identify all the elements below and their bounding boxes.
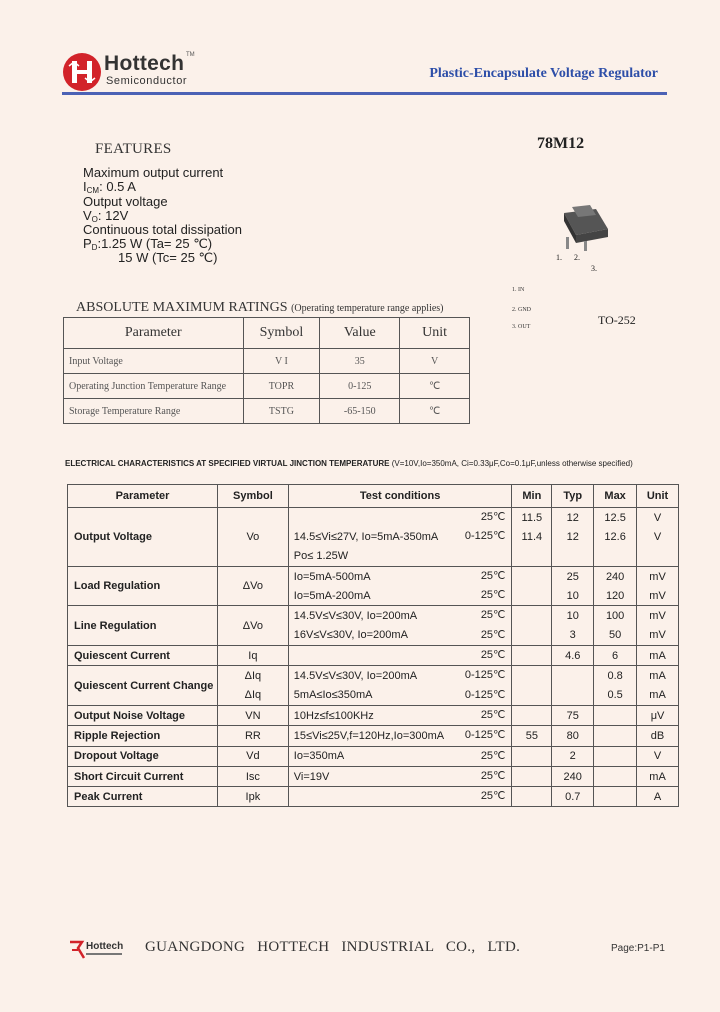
feature-line: 15 W (Tc= 25 ℃) [118, 250, 218, 265]
min-cell: 11.4 [512, 527, 552, 546]
unit-cell [637, 547, 679, 567]
temperature-text: 0-125℃ [464, 688, 506, 701]
min-cell [512, 705, 552, 725]
typ-cell: 4.6 [552, 646, 594, 666]
max-cell [594, 766, 637, 786]
column-header: Parameter [68, 485, 218, 508]
feature-line: Output voltage [83, 194, 168, 209]
param-cell: Load Regulation [68, 566, 218, 606]
trademark: TM [186, 52, 195, 58]
unit-cell: mV [637, 626, 679, 646]
param-cell: Ripple Rejection [68, 726, 218, 746]
unit-cell: mA [637, 646, 679, 666]
typ-cell: 80 [552, 726, 594, 746]
column-header: Test conditions [288, 485, 512, 508]
table-row [68, 766, 679, 786]
cell: V I [243, 349, 320, 374]
unit-cell: V [637, 746, 679, 766]
temperature-text: 0-125℃ [464, 729, 506, 742]
table-row [64, 374, 470, 399]
condition-text: Vi=19V [293, 770, 330, 783]
part-number: 78M12 [537, 135, 585, 152]
condition-text: 14.5≤Vi≤27V, Io=5mA-350mA [293, 530, 439, 543]
table-row [68, 606, 679, 626]
table-row [68, 566, 679, 586]
min-cell [512, 586, 552, 606]
min-cell: 55 [512, 726, 552, 746]
pin-label: 1. IN [512, 287, 525, 293]
footer-logo [68, 938, 128, 962]
typ-cell: 240 [552, 766, 594, 786]
pin-label: 2. GND [512, 307, 531, 313]
condition-cell [288, 626, 512, 646]
temperature-text: 25℃ [480, 790, 506, 803]
hottech-logo [62, 52, 102, 92]
table-row [64, 349, 470, 374]
temperature-text: 0-125℃ [464, 669, 506, 682]
temperature-text: 25℃ [480, 749, 506, 762]
table-row [64, 399, 470, 424]
condition-text: Po≤ 1.25W [293, 550, 349, 563]
param-cell: Dropout Voltage [68, 746, 218, 766]
param-cell: Short Circuit Current [68, 766, 218, 786]
column-header: Min [512, 485, 552, 508]
document-title: Plastic-Encapsulate Voltage Regulator [429, 66, 658, 81]
cell: 35 [320, 349, 400, 374]
abs-max-table [63, 317, 470, 424]
temperature-text: 0-125℃ [464, 530, 506, 543]
abs-max-heading: ABSOLUTE MAXIMUM RATINGS [76, 300, 288, 315]
unit-cell: mV [637, 586, 679, 606]
vo-subscript: O [91, 215, 98, 224]
condition-text: 16V≤V≤30V, Io=200mA [293, 629, 408, 642]
cell: ℃ [400, 374, 470, 399]
electrical-title [65, 459, 633, 468]
icm-subscript: CM [86, 186, 100, 195]
param-cell: Quiescent Current Change [68, 666, 218, 706]
sym-cell: Isc [217, 766, 288, 786]
table-row [68, 646, 679, 666]
feature-line: Maximum output current [83, 165, 224, 180]
table-row [68, 666, 679, 686]
param-cell: Quiescent Current [68, 646, 218, 666]
cell: V [400, 349, 470, 374]
temperature-text: 25℃ [480, 628, 506, 641]
min-cell [512, 606, 552, 626]
max-cell [594, 547, 637, 567]
typ-cell [552, 547, 594, 567]
package-name: TO-252 [598, 313, 636, 327]
cell: Input Voltage [64, 349, 244, 374]
typ-cell: 75 [552, 705, 594, 725]
table-row [68, 726, 679, 746]
electrical-heading: ELECTRICAL CHARACTERISTICS AT SPECIFIED VIRTUAL JINCTION TEMPERATURE [65, 459, 390, 468]
param-cell: Output Voltage [68, 508, 218, 567]
condition-text: Io=350mA [293, 750, 345, 763]
sym-cell: RR [217, 726, 288, 746]
typ-cell: 10 [552, 586, 594, 606]
max-cell: 0.8 [594, 666, 637, 686]
sym-cell: Vo [217, 508, 288, 567]
condition-text: 14.5V≤V≤30V, Io=200mA [293, 670, 418, 683]
temperature-text: 25℃ [480, 708, 506, 721]
max-cell [594, 746, 637, 766]
max-cell: 6 [594, 646, 637, 666]
condition-cell [288, 766, 512, 786]
cell: ℃ [400, 399, 470, 424]
to252-package-image [552, 205, 612, 275]
param-cell: Peak Current [68, 787, 218, 807]
max-cell: 120 [594, 586, 637, 606]
max-cell: 50 [594, 626, 637, 646]
electrical-table [67, 484, 679, 807]
min-cell [512, 666, 552, 686]
table-row [68, 787, 679, 807]
condition-cell [288, 508, 512, 528]
param-cell: Line Regulation [68, 606, 218, 646]
unit-cell: dB [637, 726, 679, 746]
sym-cell: ΔVo [217, 566, 288, 606]
temperature-text: 25℃ [480, 769, 506, 782]
min-cell: 11.5 [512, 508, 552, 528]
condition-cell [288, 586, 512, 606]
pin-number: 1. [556, 253, 562, 262]
unit-cell: V [637, 508, 679, 528]
typ-cell [552, 666, 594, 686]
page-number: Page:P1-P1 [611, 943, 665, 954]
max-cell: 12.5 [594, 508, 637, 528]
condition-cell [288, 726, 512, 746]
unit-cell: V [637, 527, 679, 546]
table-header-row [64, 318, 470, 349]
sym-cell: Ipk [217, 787, 288, 807]
min-cell [512, 646, 552, 666]
condition-text: 14.5V≤V≤30V, Io=200mA [293, 610, 418, 623]
param-cell: Output Noise Voltage [68, 705, 218, 725]
temperature-text: 25℃ [480, 609, 506, 622]
unit-cell: mA [637, 766, 679, 786]
typ-cell: 12 [552, 527, 594, 546]
unit-cell: mV [637, 566, 679, 586]
cell: TOPR [243, 374, 320, 399]
sym-cell: ΔIq [217, 686, 288, 706]
column-header: Value [320, 318, 400, 349]
min-cell [512, 766, 552, 786]
column-header: Unit [400, 318, 470, 349]
condition-cell [288, 646, 512, 666]
max-cell: 240 [594, 566, 637, 586]
max-cell: 12.6 [594, 527, 637, 546]
cell: 0-125 [320, 374, 400, 399]
cell: Operating Junction Temperature Range [64, 374, 244, 399]
typ-cell: 2 [552, 746, 594, 766]
typ-cell: 12 [552, 508, 594, 528]
temperature-text: 25℃ [480, 569, 506, 582]
condition-cell [288, 705, 512, 725]
min-cell [512, 626, 552, 646]
abs-max-title [76, 300, 444, 316]
table-row [68, 746, 679, 766]
condition-cell [288, 666, 512, 686]
icm-value: 0.5 A [106, 179, 136, 194]
unit-cell: mA [637, 686, 679, 706]
feature-line: $I_{CM}$: 0.5 A [83, 179, 136, 195]
condition-cell [288, 566, 512, 586]
max-cell [594, 705, 637, 725]
pd-symbol: P [83, 236, 92, 251]
pin-number: 2. [574, 253, 580, 262]
pd-subscript: D [91, 243, 98, 252]
min-cell [512, 746, 552, 766]
table-header-row [68, 485, 679, 508]
condition-cell [288, 606, 512, 626]
max-cell [594, 726, 637, 746]
typ-cell: 3 [552, 626, 594, 646]
unit-cell: μV [637, 705, 679, 725]
condition-cell [288, 686, 512, 706]
max-cell: 0.5 [594, 686, 637, 706]
max-cell: 100 [594, 606, 637, 626]
cell: -65-150 [320, 399, 400, 424]
electrical-conditions: (V=10V,Io=350mA, Ci=0.33μF,Co=0.1μF,unless otherwise specified) [391, 459, 633, 468]
unit-cell: A [637, 787, 679, 807]
sym-cell: Iq [217, 646, 288, 666]
sym-cell: VN [217, 705, 288, 725]
pd-value: :1.25 W (Ta= 25 ℃) [97, 236, 213, 251]
header-rule [62, 92, 667, 95]
temperature-text: 25℃ [480, 511, 506, 523]
condition-text: Io=5mA-500mA [293, 570, 371, 583]
vo-value: : 12V [97, 208, 129, 223]
icm-symbol: I [83, 179, 87, 194]
unit-cell: mA [637, 666, 679, 686]
column-header: Parameter [64, 318, 244, 349]
table-row [68, 705, 679, 725]
column-header: Symbol [243, 318, 320, 349]
column-header: Symbol [217, 485, 288, 508]
company-name: GUANGDONG HOTTECH INDUSTRIAL CO., LTD. [145, 939, 521, 955]
max-cell [594, 787, 637, 807]
typ-cell: 25 [552, 566, 594, 586]
condition-text: Io=5mA-200mA [293, 589, 371, 602]
condition-cell [288, 527, 512, 546]
footer-logo-text: Hottech [86, 941, 124, 952]
typ-cell: 0.7 [552, 787, 594, 807]
feature-line: Continuous total dissipation [83, 222, 242, 237]
condition-text: 5mA≤Io≤350mA [293, 689, 373, 702]
min-cell [512, 566, 552, 586]
pin-number: 3. [591, 264, 597, 273]
brand-subtitle: Semiconductor [106, 75, 188, 87]
table-row [68, 508, 679, 528]
column-header: Unit [637, 485, 679, 508]
condition-cell [288, 787, 512, 807]
condition-cell [288, 746, 512, 766]
electrical-table-body [68, 508, 679, 807]
cell: Storage Temperature Range [64, 399, 244, 424]
sym-cell: ΔIq [217, 666, 288, 686]
column-header: Typ [552, 485, 594, 508]
unit-cell: mV [637, 606, 679, 626]
features-title: FEATURES [95, 141, 172, 157]
brand-name: Hottech [104, 52, 185, 75]
temperature-text: 25℃ [480, 589, 506, 602]
column-header: Max [594, 485, 637, 508]
temperature-text: 25℃ [480, 649, 506, 662]
cell: TSTG [243, 399, 320, 424]
abs-max-note: (Operating temperature range applies) [291, 303, 444, 314]
min-cell [512, 686, 552, 706]
min-cell [512, 787, 552, 807]
typ-cell: 10 [552, 606, 594, 626]
sym-cell: ΔVo [217, 606, 288, 646]
condition-text: 10Hz≤f≤100KHz [293, 709, 374, 722]
pin-label: 3. OUT [512, 324, 531, 330]
vo-symbol: V [83, 208, 92, 223]
min-cell [512, 547, 552, 567]
condition-cell [288, 547, 512, 567]
typ-cell [552, 686, 594, 706]
sym-cell: Vd [217, 746, 288, 766]
condition-text: 15≤Vi≤25V,f=120Hz,Io=300mA [293, 729, 445, 742]
